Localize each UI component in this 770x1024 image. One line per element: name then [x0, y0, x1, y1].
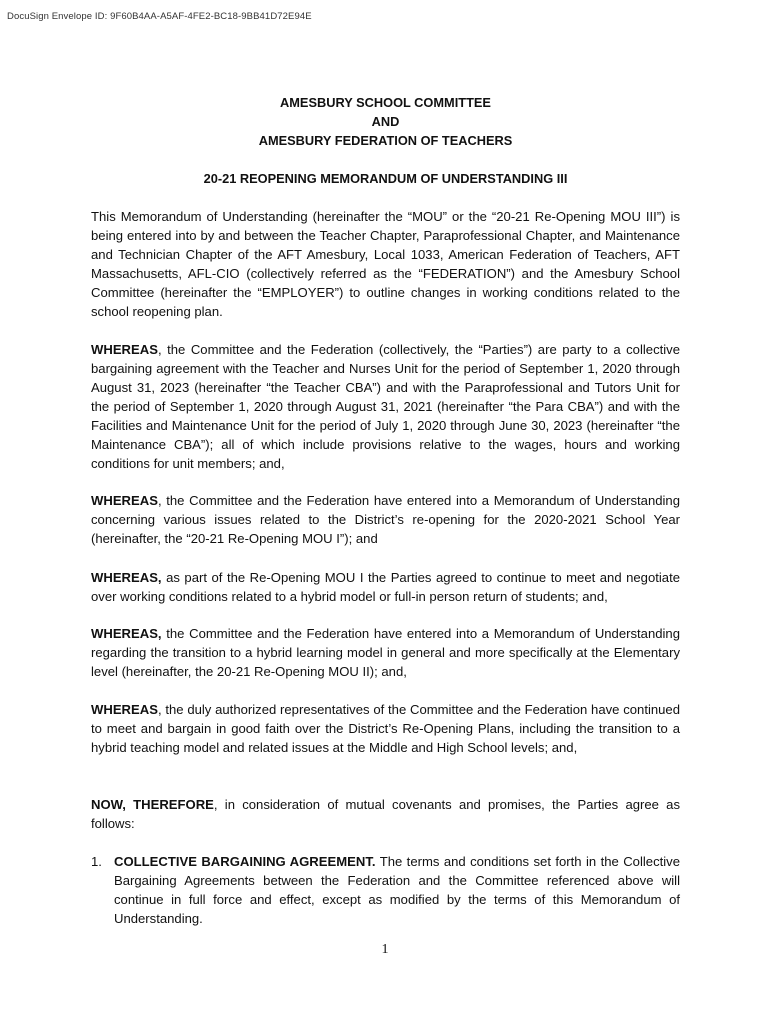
whereas-lead: WHEREAS,	[91, 570, 162, 585]
whereas-text: , the Committee and the Federation (collectively, the “Parties”) are party to a collective bargaining agreement with the Teacher and Nurses Unit for the period of September 1, 2020 through August 31, 2023 (hereinafter “the Teacher CBA”) and with the Paraprofessional and Tutors Unit for the period of September 1, 2020 through August 31, 2021 (hereinafter “the Para CBA”) and with the Facilities and Maintenance Unit for the period of July 1, 2020 through June 30, 2023 (hereinafter “the Maintenance CBA”); all of which include provisions relative to the wages, hours and working conditions for unit members; and,	[91, 342, 680, 471]
whereas-paragraph-1	[91, 340, 680, 473]
whereas-lead: WHEREAS	[91, 702, 158, 717]
document-subtitle: 20-21 REOPENING MEMORANDUM OF UNDERSTANDING III	[203, 171, 568, 186]
docusign-envelope-id: DocuSign Envelope ID: 9F60B4AA-A5AF-4FE2-BC18-9BB41D72E94E	[7, 11, 312, 22]
title-line-3: AMESBURY FEDERATION OF TEACHERS	[258, 133, 513, 148]
whereas-paragraph-5	[91, 700, 680, 757]
list-item-body: The terms and conditions set forth in the Collective Bargaining Agreements between the Federation and the Committee referenced above will continue in full force and effect, except as modified by the terms of this Memorandum of Understanding.	[114, 854, 680, 926]
whereas-text: as part of the Re-Opening MOU I the Parties agreed to continue to meet and negotiate over working conditions related to a hybrid model or full-in person return of students; and,	[91, 570, 680, 604]
list-item-number: 1.	[91, 854, 102, 869]
whereas-paragraph-4	[91, 624, 680, 681]
list-item-1	[91, 852, 680, 928]
therefore-paragraph	[91, 795, 680, 833]
whereas-text: the Committee and the Federation have entered into a Memorandum of Understanding regarding the transition to a hybrid learning model in general and more specifically at the Elementary level (hereinafter, the 20-21 Re-Opening MOU II); and,	[91, 626, 680, 679]
list-item-heading: COLLECTIVE BARGAINING AGREEMENT.	[114, 854, 376, 869]
whereas-paragraph-3	[91, 568, 680, 606]
document-title	[91, 93, 680, 150]
list-item-text	[114, 852, 680, 928]
title-line-1: AMESBURY SCHOOL COMMITTEE	[280, 95, 491, 110]
whereas-text: , the duly authorized representatives of the Committee and the Federation have continued to meet and bargain in good faith over the District’s Re-Opening Plans, including the transition to a hybrid teaching model and related issues at the Middle and High School levels; and,	[91, 702, 680, 755]
page-number: 1	[381, 942, 389, 957]
whereas-text: , the Committee and the Federation have entered into a Memorandum of Understanding concerning various issues related to the District’s re-opening for the 2020-2021 School Year (hereinafter, the “20-21 Re-Opening MOU I”); and	[91, 493, 680, 546]
whereas-lead: WHEREAS	[91, 493, 158, 508]
whereas-lead: WHEREAS,	[91, 626, 162, 641]
intro-paragraph: This Memorandum of Understanding (hereinafter the “MOU” or the “20-21 Re-Opening MOU III”) is being entered into by and between the Teacher Chapter, Paraprofessional Chapter, and Maintenance and Technician Chapter of the AFT Amesbury, Local 1033, American Federation of Teachers, AFT Massachusetts, AFL-CIO (collectively referred as the “FEDERATION”) and the Amesbury School Committee (hereinafter the “EMPLOYER”) to outline changes in working conditions related to the school reopening plan.	[91, 209, 680, 319]
title-line-2: AND	[371, 114, 400, 129]
whereas-paragraph-2	[91, 491, 680, 548]
therefore-lead: NOW, THEREFORE	[91, 797, 214, 812]
therefore-text: , in consideration of mutual covenants and promises, the Parties agree as follows:	[91, 797, 680, 831]
whereas-lead: WHEREAS	[91, 342, 158, 357]
